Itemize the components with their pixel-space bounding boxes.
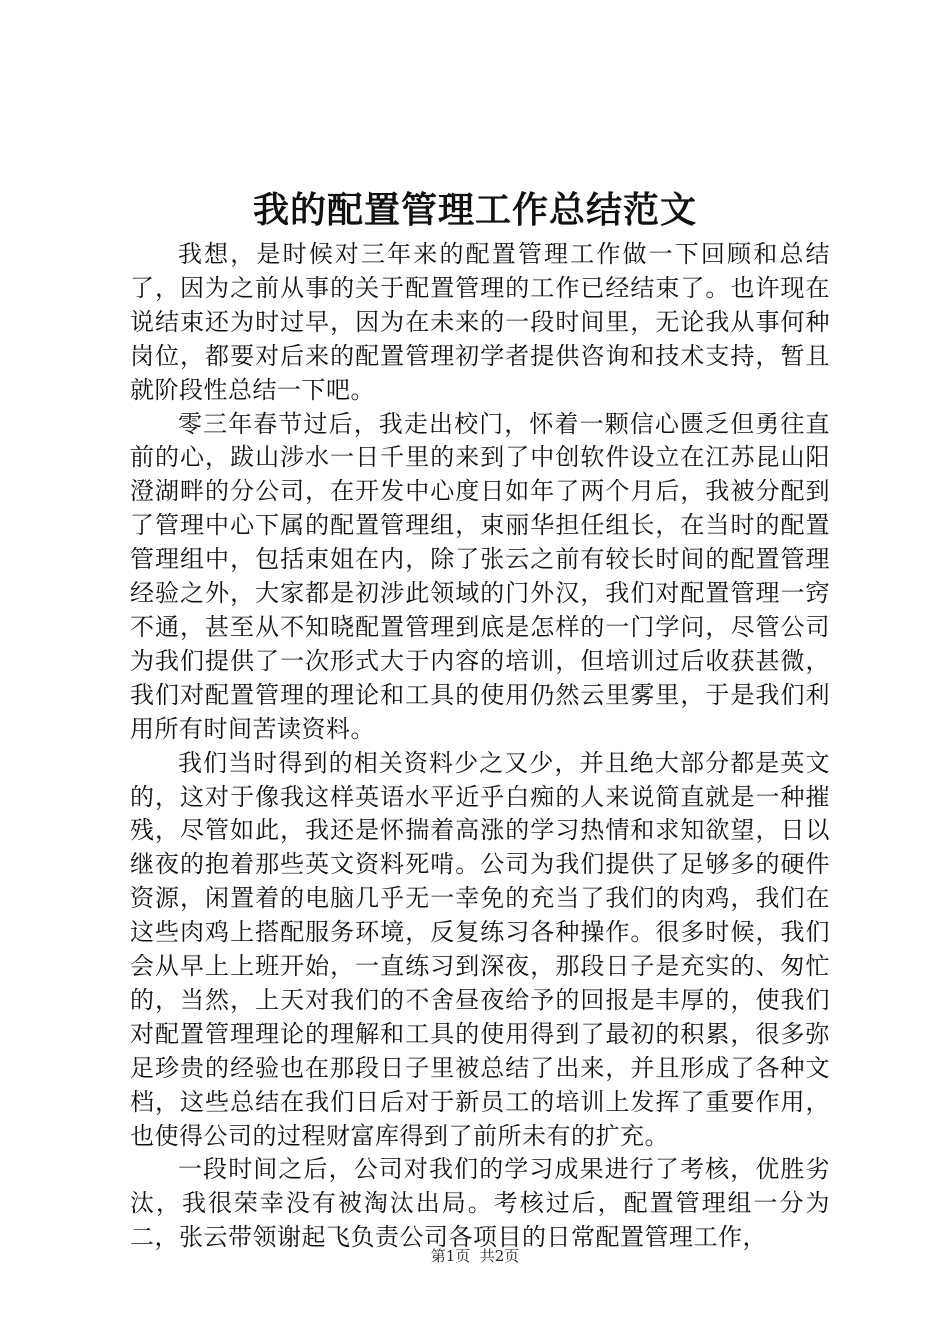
- paragraph-3: 我们当时得到的相关资料少之又少，并且绝大部分都是英文的，这对于像我这样英语水平近乎白痴的人来说简直就是一种摧残，尽管如此，我还是怀揣着高涨的学习热情和求知欲望，日以继夜的抱着那些英文资料死啃。公司为我们提供了足够多的硬件资源，闲置着的电脑几乎无一幸免的充当了我们的肉鸡，我们在这些肉鸡上搭配服务环境，反复练习各种操作。很多时候，我们会从早上上班开始，一直练习到深夜，那段日子是充实的、匆忙的，当然，上天对我们的不舍昼夜给予的回报是丰厚的，使我们对配置管理理论的理解和工具的使用得到了最初的积累，很多弥足珍贵的经验也在那段日子里被总结了出来，并且形成了各种文档，这些总结在我们日后对于新员工的培训上发挥了重要作用，也使得公司的过程财富库得到了前所未有的扩充。: [130, 748, 830, 1150]
- document-title: 我的配置管理工作总结范文: [252, 189, 697, 231]
- page-number-label: 第1页 共2页: [430, 1247, 520, 1265]
- paragraph-1: 我想，是时候对三年来的配置管理工作做一下回顾和总结了，因为之前从事的关于配置管理的工作已经结束了。也许现在说结束还为时过早，因为在未来的一段时间里，无论我从事何种岗位，都要对后来的配置管理初学者提供咨询和技术支持，暂且就阶段性总结一下吧。: [130, 240, 830, 404]
- paragraph-2: 零三年春节过后，我走出校门，怀着一颗信心匮乏但勇往直前的心，跋山涉水一日千里的来到了中创软件设立在江苏昆山阳澄湖畔的分公司，在开发中心度日如年了两个月后，我被分配到了管理中心下属的配置管理组，束丽华担任组长，在当时的配置管理组中，包括束姐在内，除了张云之前有较长时间的配置管理经验之外，大家都是初涉此领域的门外汉，我们对配置管理一窍不通，甚至从不知晓配置管理到底是怎样的一门学问，尽管公司为我们提供了一次形式大于内容的培训，但培训过后收获甚微，我们对配置管理的理论和工具的使用仍然云里雾里，于是我们利用所有时间苦读资料。: [130, 409, 830, 743]
- page-footer: [0, 1246, 950, 1266]
- document-body: [130, 238, 830, 1255]
- paragraph-4: 一段时间之后，公司对我们的学习成果进行了考核，优胜劣汰，我很荣幸没有被淘汰出局。考核过后，配置管理组一分为二，张云带领谢起飞负责公司各项目的日常配置管理工作，: [130, 1155, 830, 1252]
